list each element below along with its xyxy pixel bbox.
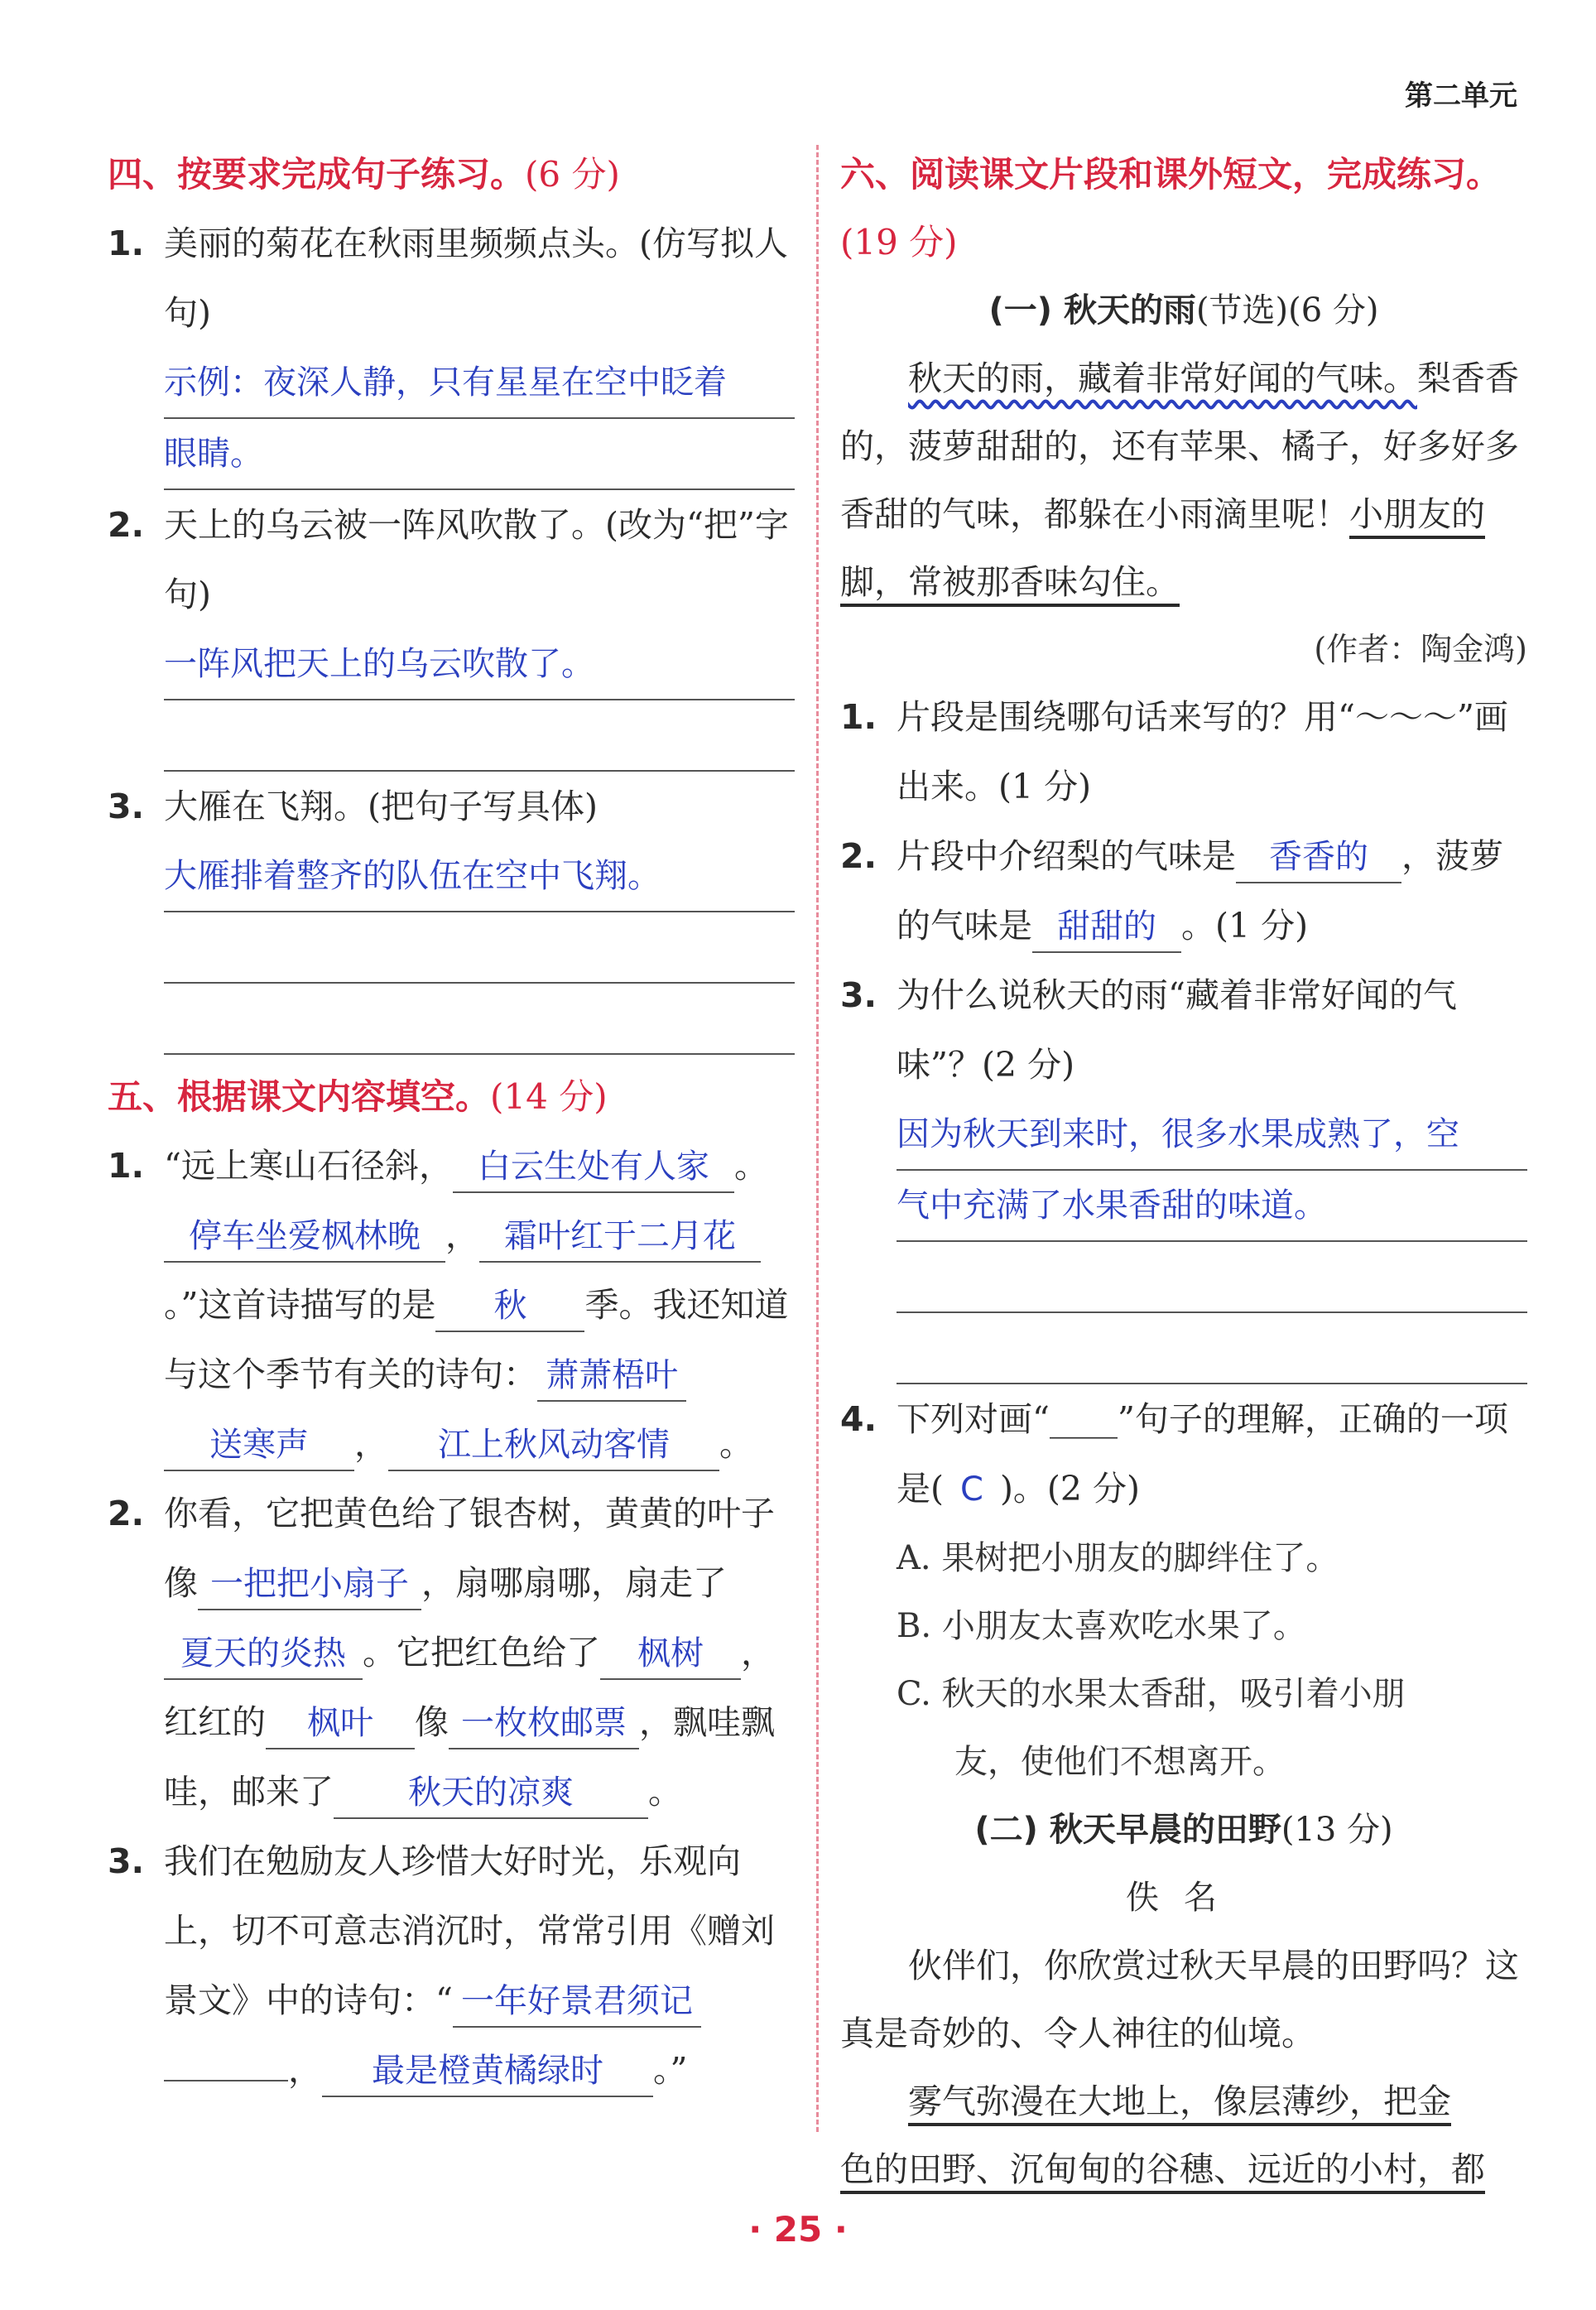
- blank[interactable]: 江上秋风动客情: [388, 1420, 719, 1471]
- blank[interactable]: 枫树: [600, 1629, 741, 1680]
- section-6-title: 六、阅读课文片段和课外短文，完成练习。(19 分): [840, 154, 1502, 262]
- choice-answer[interactable]: C: [960, 1470, 983, 1509]
- s4-question-1: 1. 美丽的菊花在秋雨里频频点头。(仿写拟人句): [108, 224, 788, 333]
- blank[interactable]: 最是橙黄橘绿时: [322, 2046, 653, 2097]
- blank[interactable]: 夏天的炎热: [164, 1629, 363, 1680]
- column-divider: [816, 145, 819, 2132]
- passage-2-para-1: 伙伴们，你欣赏过秋天早晨的田野吗？这真是奇妙的、令人神往的仙境。: [840, 1946, 1519, 2053]
- passage-1-text: 秋天的雨，藏着非常好闻的气味。梨香香的，菠萝甜甜的，还有苹果、橘子，好多好多香甜的气味，都躲在小雨滴里呢！小朋友的脚，常被那香味勾住。: [840, 359, 1519, 602]
- page-number: · 25 ·: [748, 2209, 848, 2250]
- blank[interactable]: 香香的: [1236, 832, 1401, 883]
- section-4-title: 四、按要求完成句子练习。(6 分): [108, 154, 620, 195]
- blank[interactable]: 白云生处有人家: [453, 1142, 734, 1193]
- option-b: B. 小朋友太喜欢吃水果了。: [897, 1607, 1306, 1645]
- passage-2-para-2-cont: 色的田野、沉甸甸的谷穗、远近的小村，都: [840, 2149, 1485, 2189]
- answer-line-empty[interactable]: [164, 700, 795, 772]
- s4-question-3: 3. 大雁在飞翔。(把句子写具体): [108, 787, 598, 826]
- answer-line-empty[interactable]: [897, 1313, 1527, 1384]
- blank-continuation[interactable]: [164, 2080, 288, 2081]
- s6-question-1: 1. 片段是围绕哪句话来写的？用“～～～”画出来。(1 分): [840, 697, 1508, 806]
- answer-line[interactable]: 一阵风把天上的乌云吹散了。: [164, 629, 795, 700]
- s5-question-2: 2. 你看，它把黄色给了银杏树，黄黄的叶子像 一把把小扇子 ，扇哪扇哪，扇走了夏天的炎热 。它把红色给了 枫树 ，红红的 枫叶 像 一枚枚邮票 ，飘哇飘哇，邮来了 秋天的凉爽 。: [108, 1479, 795, 1826]
- blank[interactable]: 一年好景君须记: [453, 1976, 701, 2028]
- unit-label: 第二单元: [1405, 79, 1517, 113]
- passage-2-author: 佚名: [1126, 1879, 1242, 1917]
- answer-line[interactable]: 眼睛。: [164, 419, 795, 490]
- blank[interactable]: 秋天的凉爽: [334, 1768, 648, 1819]
- s6-question-3: 3. 为什么说秋天的雨“藏着非常好闻的气味”？(2 分): [840, 975, 1457, 1085]
- answer-line-empty[interactable]: [897, 1242, 1527, 1313]
- passage-2-title: (二) 秋天早晨的田野(13 分): [974, 1811, 1393, 1849]
- passage-2-para-2: 雾气弥漫在大地上，像层薄纱，把金: [908, 2081, 1451, 2121]
- section-5-title: 五、根据课文内容填空。(14 分): [108, 1076, 608, 1117]
- right-column: [840, 141, 1527, 2203]
- answer-line[interactable]: 气中充满了水果香甜的味道。: [897, 1171, 1527, 1242]
- s5-question-3: 3. 我们在勉励友人珍惜大好时光，乐观向上，切不可意志消沉时，常常引用《赠刘景文》中的诗句：“ 一年好景君须记， 最是橙黄橘绿时 。”: [108, 1826, 795, 2105]
- answer-line[interactable]: 示例：夜深人静，只有星星在空中眨着: [164, 348, 795, 419]
- left-column: [108, 141, 795, 2105]
- blank[interactable]: 秋: [435, 1281, 584, 1332]
- s4-question-2: 2. 天上的乌云被一阵风吹散了。(改为“把”字句): [108, 505, 789, 614]
- blank[interactable]: 萧萧梧叶: [537, 1350, 686, 1402]
- answer-line-empty[interactable]: [164, 912, 795, 984]
- blank[interactable]: 一把把小扇子: [198, 1559, 421, 1610]
- passage-1-title: (一) 秋天的雨(节选)(6 分): [988, 291, 1379, 330]
- s6-question-4: 4. 下列对画“____”句子的理解，正确的一项是( C )。(2 分): [840, 1399, 1508, 1509]
- option-a: A. 果树把小朋友的脚绊住了。: [897, 1539, 1339, 1577]
- blank[interactable]: 甜甜的: [1032, 902, 1181, 953]
- blank[interactable]: 送寒声: [164, 1420, 354, 1471]
- s6-question-2: 2. 片段中介绍梨的气味是 香香的 ，菠萝的气味是 甜甜的 。(1 分): [840, 821, 1527, 960]
- answer-line-empty[interactable]: [164, 984, 795, 1055]
- option-c-cont: 友，使他们不想离开。: [954, 1743, 1286, 1781]
- s5-question-1: 1. “远上寒山石径斜， 白云生处有人家 。停车坐爱枫林晚 ， 霜叶红于二月花。”这首诗描写的是 秋 季。我还知道与这个季节有关的诗句： 萧萧梧叶送寒声 ， 江上秋风动客情 。: [108, 1131, 795, 1479]
- option-c: C. 秋天的水果太香甜，吸引着小朋: [897, 1675, 1406, 1713]
- blank[interactable]: 霜叶红于二月花: [479, 1211, 761, 1263]
- blank[interactable]: 枫叶: [266, 1698, 415, 1749]
- blank[interactable]: 一枚枚邮票: [449, 1698, 639, 1749]
- answer-line[interactable]: 因为秋天到来时，很多水果成熟了，空: [897, 1100, 1527, 1171]
- passage-1-author: (作者：陶金鸿): [1314, 631, 1527, 667]
- answer-line[interactable]: 大雁排着整齐的队伍在空中飞翔。: [164, 841, 795, 912]
- blank[interactable]: 停车坐爱枫林晚: [164, 1211, 445, 1263]
